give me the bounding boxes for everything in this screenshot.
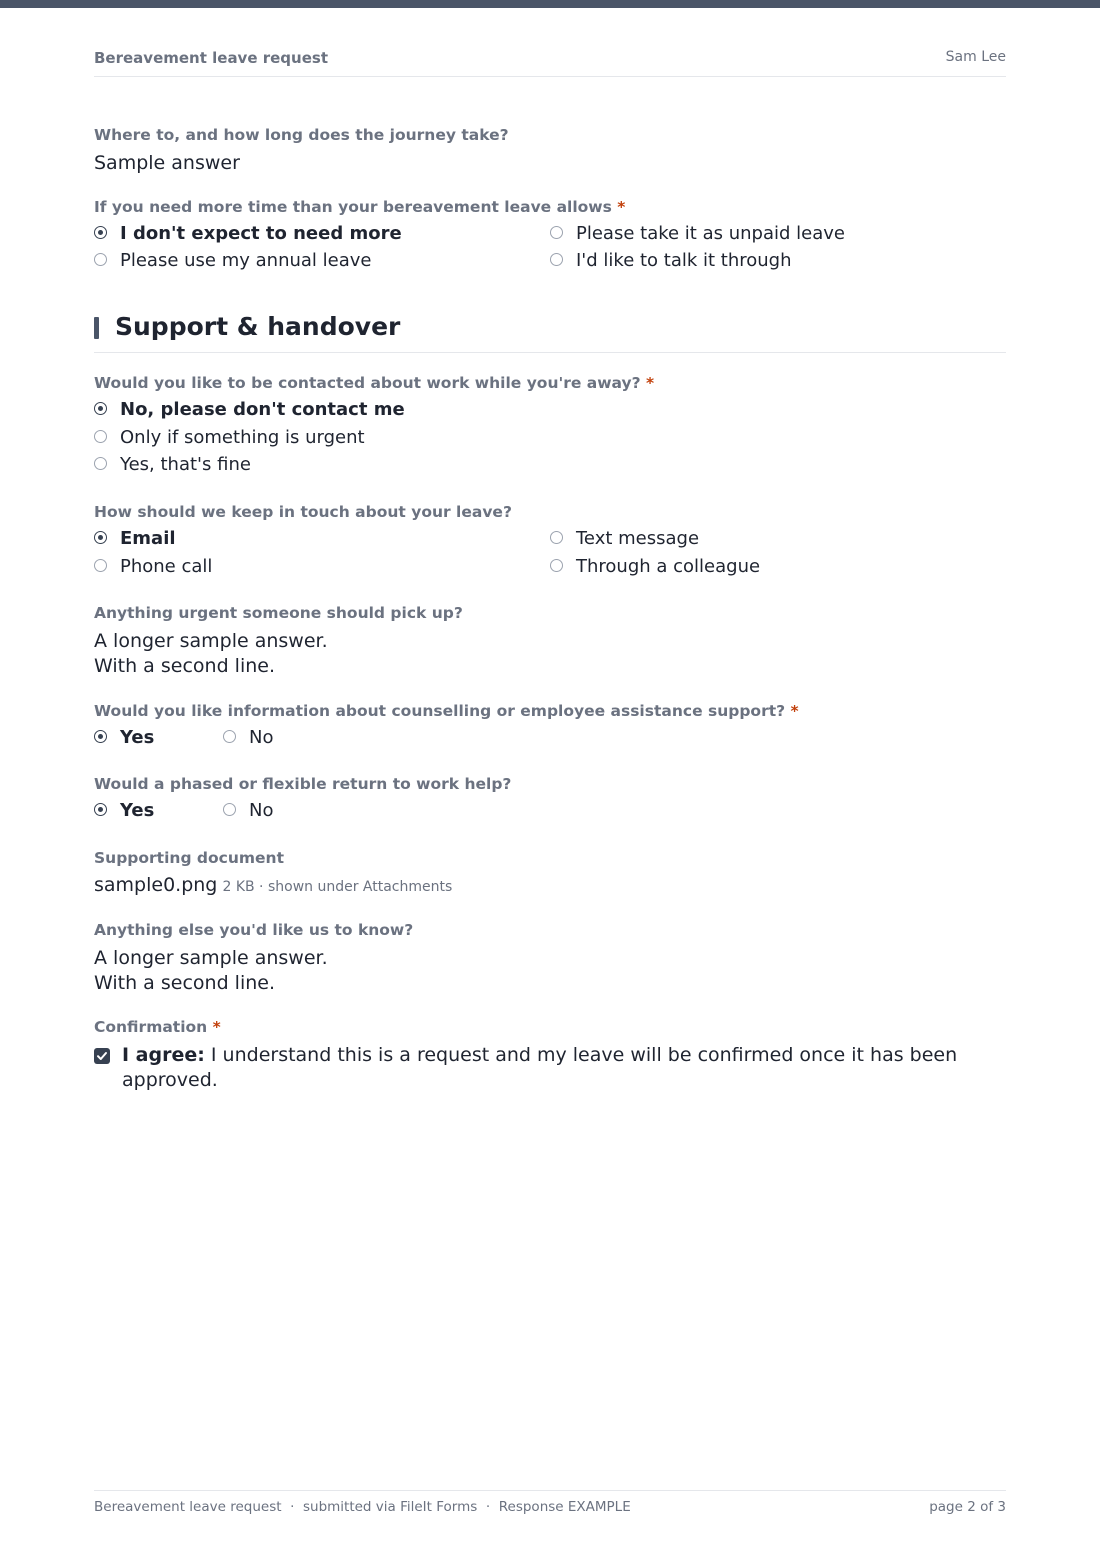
option-label: No xyxy=(249,727,274,748)
option-label: Text message xyxy=(576,528,700,549)
agree-text: I agree: I understand this is a request and my leave will be confirmed once it has been approved. xyxy=(122,1044,958,1091)
question-more-time xyxy=(94,197,1006,277)
page-header xyxy=(94,48,1006,77)
footer-info: Bereavement leave request · submitted via FileIt Forms · Response EXAMPLE xyxy=(94,1499,631,1515)
page-footer xyxy=(94,1490,1006,1521)
radio-unselected xyxy=(550,559,563,572)
radio-unselected xyxy=(94,253,107,266)
radio-unselected xyxy=(94,457,107,470)
section-accent-bar xyxy=(94,317,99,339)
radio-unselected xyxy=(94,430,107,443)
option-label: I'd like to talk it through xyxy=(576,250,792,271)
question-label: Would you like information about counselling or employee assistance support? * xyxy=(94,702,799,720)
question-label: Supporting document xyxy=(94,849,285,867)
option-label: Only if something is urgent xyxy=(120,427,365,448)
radio-selected xyxy=(94,531,107,544)
option-label: Through a colleague xyxy=(576,556,761,577)
question-label: Where to, and how long does the journey take? xyxy=(94,126,509,144)
question-label: How should we keep in touch about your leave? xyxy=(94,503,512,521)
question-urgent-pickup xyxy=(94,603,1006,679)
question-phased-return xyxy=(94,774,1006,826)
answer-text: A longer sample answer. With a second line. xyxy=(94,630,328,677)
option-label: I don't expect to need more xyxy=(120,223,402,244)
question-label: Confirmation * xyxy=(94,1018,221,1036)
option-label: Yes xyxy=(120,727,155,748)
top-accent-bar xyxy=(0,0,1100,8)
question-keep-in-touch xyxy=(94,502,1006,582)
required-marker: * xyxy=(212,1018,221,1036)
radio-selected xyxy=(94,803,107,816)
option-label: Yes xyxy=(120,800,155,821)
question-journey xyxy=(94,125,1006,176)
required-marker: * xyxy=(646,374,655,392)
radio-unselected xyxy=(223,803,236,816)
question-label: Would a phased or flexible return to work help? xyxy=(94,775,512,793)
radio-unselected xyxy=(550,531,563,544)
question-label: Anything urgent someone should pick up? xyxy=(94,604,463,622)
question-contact xyxy=(94,373,1006,477)
radio-unselected xyxy=(550,226,563,239)
required-marker: * xyxy=(790,702,799,720)
radio-unselected xyxy=(550,253,563,266)
answer-text: A longer sample answer. With a second line. xyxy=(94,947,328,994)
file-meta: 2 KB · shown under Attachments xyxy=(222,879,453,895)
question-anything-else xyxy=(94,920,1006,996)
section-heading xyxy=(94,310,1006,353)
option-label: Email xyxy=(120,528,176,549)
page-number: page 2 of 3 xyxy=(929,1499,1006,1515)
radio-unselected xyxy=(94,559,107,572)
agree-checkbox-row[interactable] xyxy=(94,1043,1006,1095)
respondent-name: Sam Lee xyxy=(945,49,1006,65)
option-label: Yes, that's fine xyxy=(120,454,251,475)
file-attachment xyxy=(94,873,1006,900)
question-counselling xyxy=(94,701,1006,753)
checkbox-checked[interactable] xyxy=(94,1048,110,1064)
option-label: No xyxy=(249,800,274,821)
radio-selected xyxy=(94,226,107,239)
radio-selected xyxy=(94,402,107,415)
section-title: Support & handover xyxy=(115,312,401,341)
option-label: Please take it as unpaid leave xyxy=(576,223,845,244)
option-label: No, please don't contact me xyxy=(120,399,405,420)
required-marker: * xyxy=(617,198,626,216)
option-label: Phone call xyxy=(120,556,213,577)
file-name[interactable]: sample0.png xyxy=(94,874,218,896)
radio-selected xyxy=(94,730,107,743)
question-supporting-document xyxy=(94,848,1006,900)
question-label: Would you like to be contacted about work while you're away? * xyxy=(94,374,655,392)
radio-unselected xyxy=(223,730,236,743)
question-label: Anything else you'd like us to know? xyxy=(94,921,414,939)
option-label: Please use my annual leave xyxy=(120,250,372,271)
check-icon xyxy=(96,1050,108,1062)
question-label: If you need more time than your bereavement leave allows * xyxy=(94,198,626,216)
question-confirmation xyxy=(94,1017,1006,1097)
form-title: Bereavement leave request xyxy=(94,49,328,67)
answer-text: Sample answer xyxy=(94,152,240,174)
